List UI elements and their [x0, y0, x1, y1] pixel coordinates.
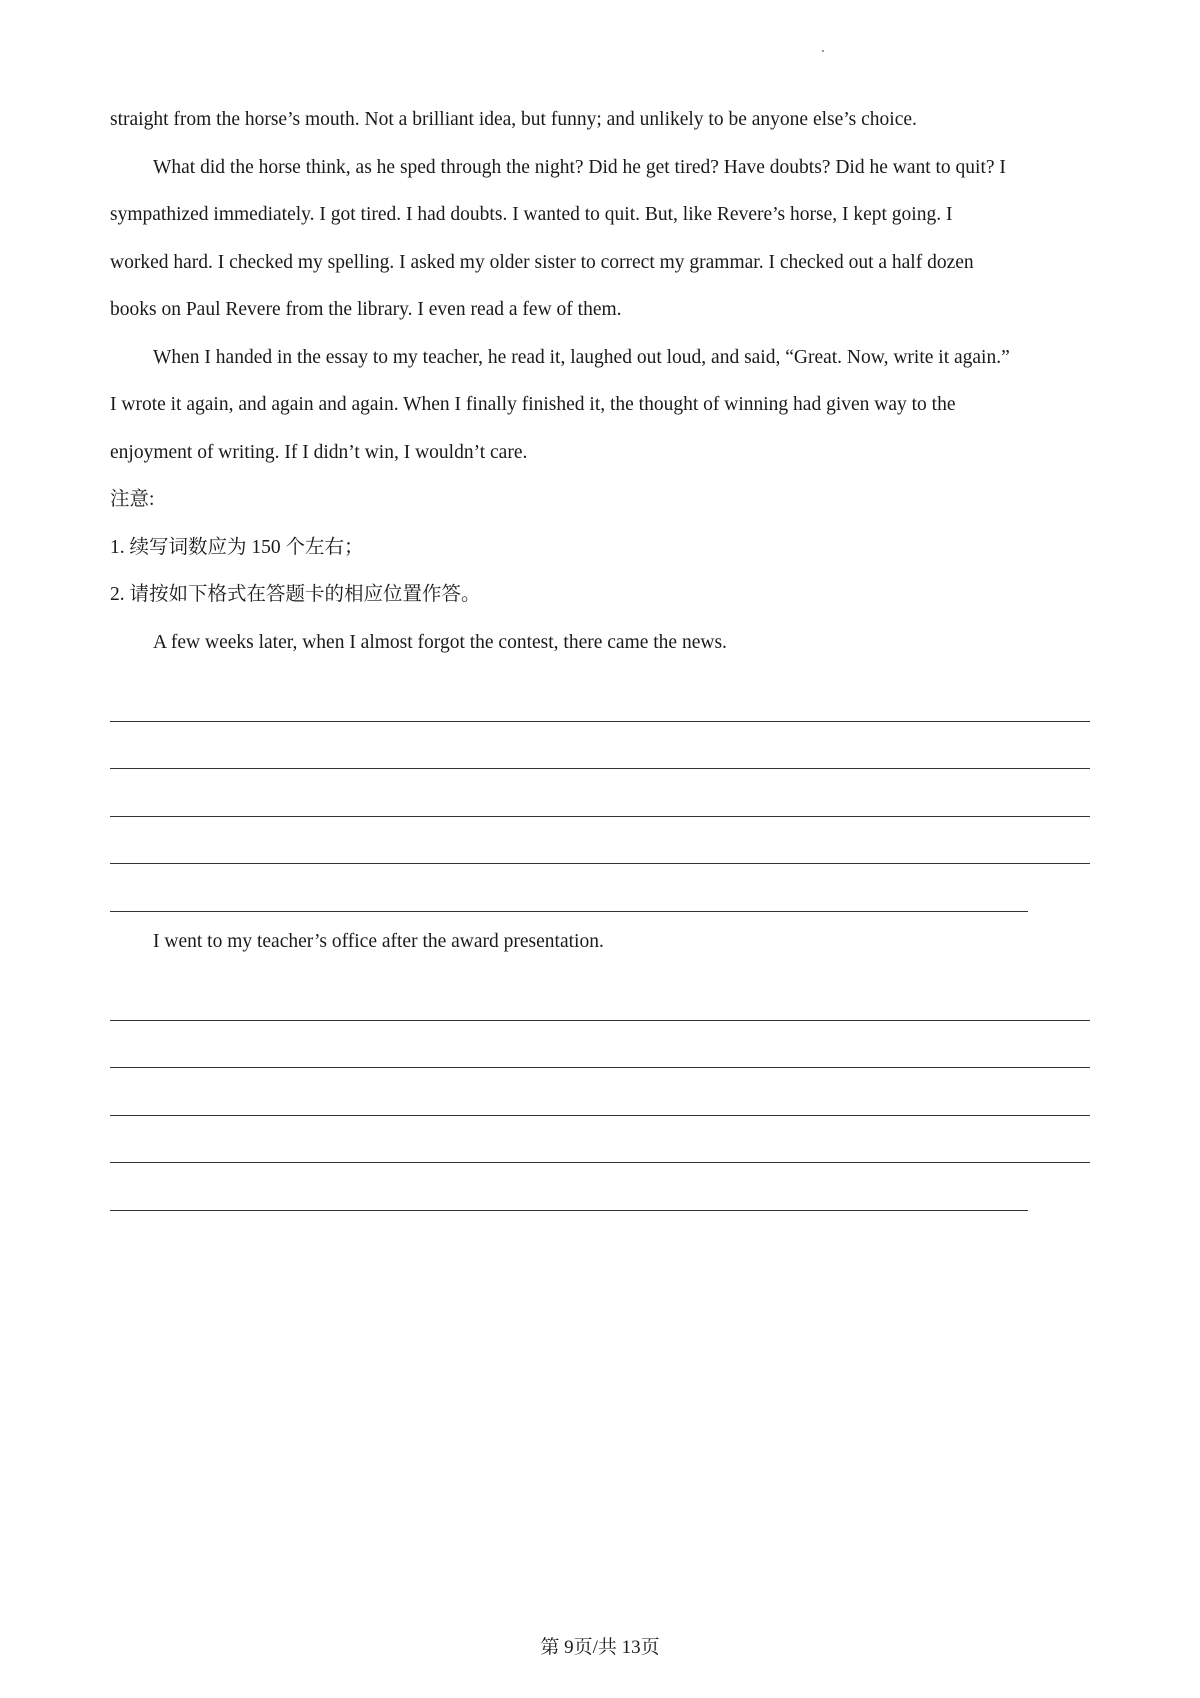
- answer-line[interactable]: [110, 973, 1090, 1021]
- answer-line[interactable]: [110, 817, 1090, 865]
- note-item: 2. 请按如下格式在答题卡的相应位置作答。: [110, 584, 481, 605]
- paragraph-line: books on Paul Revere from the library. I even read a few of them.: [110, 299, 622, 320]
- page-content: [110, 96, 1090, 1211]
- paragraph-line: worked hard. I checked my spelling. I asked my older sister to correct my grammar. I checked out a half dozen: [110, 251, 974, 273]
- paragraph-line: sympathized immediately. I got tired. I had doubts. I wanted to quit. But, like Revere’s horse, I kept going. I: [110, 204, 953, 225]
- answer-lines-second: [110, 965, 1090, 1211]
- notes-heading: 注意:: [110, 489, 155, 510]
- answer-line[interactable]: [110, 769, 1090, 817]
- page-number: 第 9页/共 13页: [540, 1637, 660, 1658]
- note-item: 1. 续写词数应为 150 个左右；: [110, 536, 364, 558]
- answer-line[interactable]: [110, 1068, 1090, 1116]
- answer-line[interactable]: [110, 674, 1090, 722]
- paragraph-line: enjoyment of writing. If I didn’t win, I wouldn’t care.: [110, 441, 528, 463]
- answer-line[interactable]: [110, 864, 1090, 912]
- answer-line[interactable]: [110, 1021, 1090, 1069]
- answer-line[interactable]: [110, 722, 1090, 770]
- continuation-prompt-first: A few weeks later, when I almost forgot the contest, there came the news.: [153, 631, 727, 653]
- paragraph-line: When I handed in the essay to my teacher, he read it, laughed out loud, and said, “Great. Now, write it again.”: [153, 346, 1010, 368]
- answer-line[interactable]: [110, 1116, 1090, 1164]
- paragraph-line: I wrote it again, and again and again. When I finally finished it, the thought of winning had given way to the: [110, 394, 956, 415]
- continuation-prompt-second: I went to my teacher’s office after the award presentation.: [153, 930, 604, 952]
- paragraph-line: straight from the horse’s mouth. Not a brilliant idea, but funny; and unlikely to be anyone else’s choice.: [110, 109, 917, 130]
- answer-line[interactable]: [110, 1163, 1090, 1211]
- scan-speck: [822, 50, 824, 52]
- paragraph-line: What did the horse think, as he sped through the night? Did he get tired? Have doubts? Did he want to quit? I: [153, 156, 1006, 178]
- answer-lines-first: [110, 666, 1090, 912]
